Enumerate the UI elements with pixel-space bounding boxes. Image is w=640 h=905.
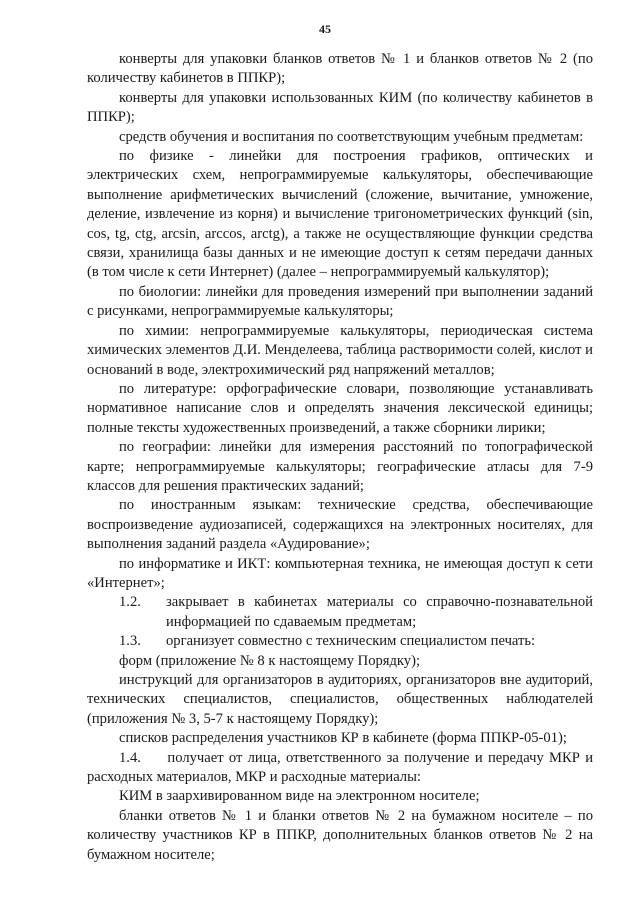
receive-item-kim: КИМ в заархивированном виде на электронном носителе; xyxy=(119,788,480,805)
paragraph-envelopes-kim: конверты для упаковки использованных КИМ (по количеству кабинетов в ППКР); xyxy=(87,89,593,126)
item-1-2-number: 1.2. xyxy=(119,594,141,611)
item-1-3 xyxy=(87,632,593,651)
item-1-4 xyxy=(87,749,593,788)
paragraph-geography: по географии: линейки для измерения расстояний по топографической карте; непрограммируемые калькуляторы; географические атласы для 7-9 классов для решения практических заданий; xyxy=(87,439,593,494)
item-1-2-text: закрывает в кабинетах материалы со справочно-познавательной информацией по сдаваемым предметам; xyxy=(166,594,593,630)
document-body xyxy=(87,50,593,865)
paragraph-biology: по биологии: линейки для проведения измерений при выполнении заданий с рисунками, непрограммируемые калькуляторы; xyxy=(87,283,593,320)
item-1-4-text: получает от лица, ответственного за получение и передачу МКР и расходных материалов, МКР и расходные материалы: xyxy=(87,749,593,786)
paragraph-informatics: по информатике и ИКТ: компьютерная техника, не имеющая доступ к сети «Интернет»; xyxy=(87,555,593,591)
document-page xyxy=(87,22,593,865)
paragraph-teaching-tools: средств обучения и воспитания по соответствующим учебным предметам: xyxy=(119,128,584,145)
print-item-forms: форм (приложение № 8 к настоящему Порядку); xyxy=(119,652,421,669)
paragraph-chemistry: по химии: непрограммируемые калькуляторы, периодическая система химических элементов Д.И. Менделеева, таблица растворимости солей, кислот и оснований в воде, электрохимический ряд напряжений металлов; xyxy=(87,322,593,378)
item-1-3-number: 1.3. xyxy=(119,633,141,650)
paragraph-foreign-languages: по иностранным языкам: технические средства, обеспечивающие воспроизведение аудиозаписей, содержащихся на электронных носителях, для выполнения заданий раздела «Аудирование»; xyxy=(87,497,593,553)
paragraph-envelopes-answer-forms: конверты для упаковки бланков ответов № 1 и бланков ответов № 2 (по количеству кабинетов в ППКР); xyxy=(87,51,593,87)
item-1-3-text: организует совместно с техническим специалистом печать: xyxy=(166,633,536,650)
paragraph-physics: по физике - линейки для построения графиков, оптических и электрических схем, непрограммируемые калькуляторы, обеспечивающие выполнение арифметических вычислений (сложение, вычитание, умножение, деление, извлечение из корня) и вычисление тригонометрических функций (sin, cos, tg, ctg, arcsin, arccos, arctg), а также не осуществляющие функции средства связи, хранилища базы данных и не имеющие доступ к сетям передачи данных (в том числе к сети Интернет) (далее – непрограммируемый калькулятор); xyxy=(87,148,593,281)
page-number: 45 xyxy=(319,22,331,36)
paragraph-literature: по литературе: орфографические словари, позволяющие устанавливать нормативное написание слов и определять значения лексической единицы; полные тексты художественных произведений, а также сборники лирики; xyxy=(87,380,593,436)
print-item-instructions: инструкций для организаторов в аудиториях, организаторов вне аудиторий, технических специалистов, специалистов, общественных наблюдателей (приложения № 3, 5-7 к настоящему Порядку); xyxy=(87,672,593,727)
item-1-2 xyxy=(87,593,593,632)
print-item-lists: списков распределения участников КР в кабинете (форма ППКР-05-01); xyxy=(119,730,567,747)
item-1-4-number: 1.4. xyxy=(119,749,141,766)
receive-item-answer-forms: бланки ответов № 1 и бланки ответов № 2 на бумажном носителе – по количеству участников КР в ППКР, дополнительных бланков ответов № 2 на бумажном носителе; xyxy=(87,807,593,863)
